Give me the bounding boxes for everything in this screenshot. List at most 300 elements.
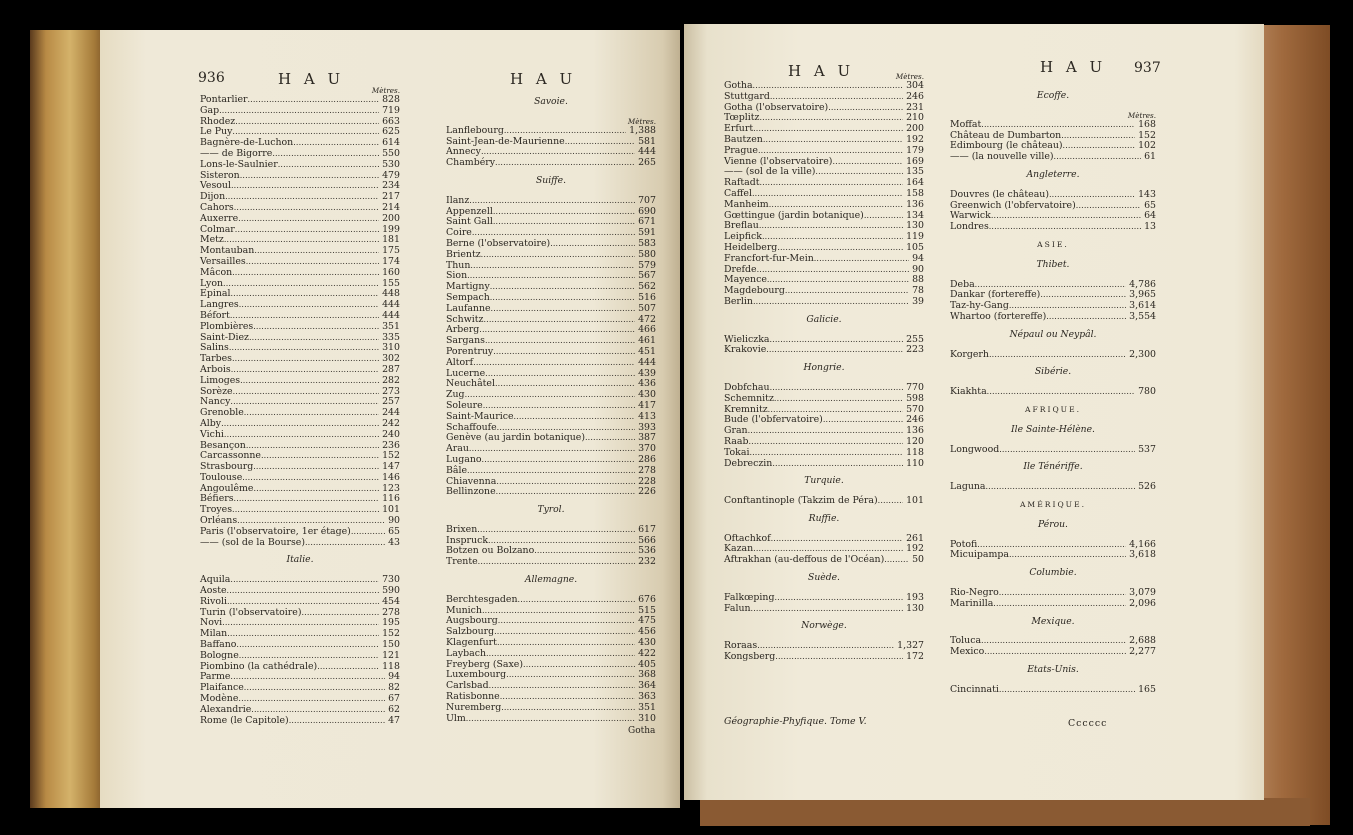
leader-dots: [230, 672, 385, 683]
leader-dots: [234, 203, 379, 214]
leader-dots: [506, 670, 635, 681]
place-name: Bellinzone: [446, 486, 496, 498]
leader-dots: [232, 354, 379, 365]
altitude-value: 50: [912, 554, 924, 566]
leader-dots: [981, 636, 1126, 647]
place-name: Troyes: [200, 504, 233, 516]
place-name: Martigny: [446, 281, 490, 293]
altitude-value: 265: [638, 157, 656, 169]
place-name: Montauban: [200, 245, 255, 257]
leader-dots: [240, 376, 379, 387]
leader-dots: [253, 484, 379, 495]
altitude-value: 116: [382, 493, 400, 505]
table-row: [724, 496, 924, 507]
table-row: [724, 297, 924, 308]
altitude-value: 123: [382, 482, 400, 494]
place-name: Chambéry: [446, 157, 496, 169]
leader-dots: [751, 604, 904, 615]
altitude-value: 246: [906, 90, 924, 102]
table-row: [446, 714, 656, 725]
place-name: Tœplitz: [724, 112, 760, 124]
table-row: [200, 214, 400, 225]
place-name: Dijon: [200, 191, 226, 203]
place-name: Kremnitz: [724, 403, 768, 415]
altitude-value: 387: [638, 432, 656, 444]
place-name: Magdebourg: [724, 285, 785, 297]
altitude-value: 226: [638, 486, 656, 498]
place-name: Sorèze: [200, 385, 233, 397]
altitude-value: 78: [912, 285, 924, 297]
altitude-value: 200: [906, 123, 924, 135]
altitude-value: 770: [906, 381, 924, 393]
running-header-right-col2: H A U: [1040, 58, 1107, 76]
altitude-value: 430: [638, 389, 656, 401]
place-name: Salzbourg: [446, 626, 495, 638]
altitude-value: 242: [382, 417, 400, 429]
leader-dots: [223, 279, 379, 290]
place-name: Besançon: [200, 439, 246, 451]
place-name: Vienne (l'observatoire): [724, 155, 833, 167]
unit-label: Mètres.: [371, 86, 400, 95]
altitude-value: 310: [382, 342, 400, 354]
table-row: [446, 455, 656, 466]
leader-dots: [504, 126, 626, 137]
place-name: Coire: [446, 227, 472, 239]
leader-dots: [230, 397, 379, 408]
altitude-value: 537: [1138, 443, 1156, 455]
place-name: Paris (l'observatoire, 1er étage): [200, 525, 351, 537]
altitude-value: 454: [382, 595, 400, 607]
place-name: Raftadt: [724, 177, 760, 189]
leader-dots: [1009, 550, 1126, 561]
table-row: [200, 586, 400, 597]
place-name: Lugano: [446, 453, 482, 465]
section-heading: Norwège.: [801, 620, 847, 632]
altitude-value: 304: [906, 80, 924, 91]
leader-dots: [490, 282, 635, 293]
place-name: Kazan: [724, 543, 754, 555]
section-heading: Italie.: [286, 554, 314, 566]
table-row: [200, 538, 400, 549]
leader-dots: [490, 293, 635, 304]
altitude-value: 617: [638, 523, 656, 535]
place-name: Berlin: [724, 295, 753, 307]
leader-dots: [231, 181, 379, 192]
place-name: Saint-Diez: [200, 331, 249, 343]
leader-dots: [229, 343, 379, 354]
place-name: Laybach: [446, 647, 486, 659]
altitude-value: 147: [382, 461, 400, 473]
leader-dots: [989, 222, 1141, 233]
table-row: [950, 599, 1156, 610]
place-name: Grenoble: [200, 407, 244, 419]
table-row: [446, 158, 656, 169]
place-name: Versailles: [200, 255, 246, 267]
left-page-column-2: [446, 90, 656, 724]
place-name: Roraas: [724, 640, 758, 652]
altitude-value: 110: [906, 457, 924, 469]
altitude-value: 451: [638, 345, 656, 357]
altitude-value: 146: [382, 471, 400, 483]
leader-dots: [987, 387, 1135, 398]
leader-dots: [1076, 201, 1141, 212]
altitude-value: 439: [638, 367, 656, 379]
place-name: Bautzen: [724, 133, 763, 145]
place-name: Klagenfurt: [446, 637, 497, 649]
altitude-value: 393: [638, 421, 656, 433]
place-name: Aftrakhan (au-deffous de l'Océan): [724, 554, 885, 566]
table-row: [200, 618, 400, 629]
table-row: [200, 300, 400, 311]
leader-dots: [227, 629, 379, 640]
altitude-value: 282: [382, 374, 400, 386]
leader-dots: [224, 430, 379, 441]
place-name: Inspruck: [446, 534, 489, 546]
leader-dots: [514, 412, 636, 423]
place-name: Salins: [200, 342, 229, 354]
leader-dots: [757, 641, 894, 652]
altitude-value: 364: [638, 680, 656, 692]
leader-dots: [814, 254, 909, 265]
place-name: Augsbourg: [446, 615, 498, 627]
place-name: Saint Gall: [446, 216, 493, 228]
place-name: Trente: [446, 556, 478, 568]
leader-dots: [759, 178, 903, 189]
altitude-value: 444: [638, 146, 656, 158]
altitude-value: 335: [382, 331, 400, 343]
place-name: Appenzell: [446, 205, 493, 217]
place-name: Laufanne: [446, 302, 491, 314]
place-name: Heidelberg: [724, 241, 778, 253]
leader-dots: [238, 214, 379, 225]
place-name: Munich: [446, 604, 482, 616]
section-heading: Galicie.: [806, 313, 842, 325]
leader-dots: [774, 394, 903, 405]
place-name: Lons-le-Saulnier: [200, 158, 278, 170]
section-heading: Thibet.: [1036, 258, 1070, 270]
altitude-value: 516: [638, 291, 656, 303]
place-name: Tarbes: [200, 353, 232, 365]
table-row: [950, 120, 1156, 131]
section-heading: Suède.: [808, 572, 840, 584]
altitude-value: 155: [382, 277, 400, 289]
leader-dots: [1063, 141, 1136, 152]
altitude-value: 614: [382, 137, 400, 149]
leader-dots: [351, 527, 385, 538]
altitude-value: 67: [388, 693, 400, 705]
altitude-value: 160: [382, 266, 400, 278]
altitude-value: 121: [382, 649, 400, 661]
leader-dots: [864, 211, 903, 222]
altitude-value: 278: [638, 464, 656, 476]
altitude-value: 2,096: [1129, 597, 1156, 609]
altitude-value: 579: [638, 259, 656, 271]
altitude-value: 94: [912, 252, 924, 264]
table-row: [446, 412, 656, 423]
leader-dots: [1061, 131, 1135, 142]
table-row: [724, 426, 924, 437]
table-row: [200, 376, 400, 387]
altitude-value: 47: [388, 714, 400, 726]
place-name: Stuttgard: [724, 90, 770, 102]
table-row: [446, 196, 656, 207]
leader-dots: [246, 257, 379, 268]
table-row: [724, 146, 924, 157]
place-name: Greenwich (l'obfervatoire): [950, 199, 1076, 211]
altitude-value: 101: [906, 495, 924, 507]
leader-dots: [494, 627, 635, 638]
leader-dots: [769, 200, 903, 211]
section-heading: Suiffe.: [535, 174, 567, 186]
altitude-value: 105: [906, 241, 924, 253]
place-name: Mayence: [724, 274, 767, 286]
page-number-right: 937: [1134, 60, 1161, 76]
leader-dots: [1054, 152, 1142, 163]
table-row: [446, 217, 656, 228]
place-name: Oftachkof: [724, 532, 771, 544]
place-name: Breflau: [724, 220, 759, 232]
place-name: Micuipampa: [950, 549, 1009, 561]
place-name: Raab: [724, 435, 749, 447]
altitude-value: 591: [638, 227, 656, 239]
place-name: Auxerre: [200, 212, 239, 224]
place-name: Parme: [200, 671, 231, 683]
leader-dots: [238, 694, 385, 705]
altitude-value: 88: [912, 274, 924, 286]
place-name: Wieliczka: [724, 333, 770, 345]
place-name: Conftantinople (Takzim de Péra): [724, 495, 878, 507]
table-row: [446, 466, 656, 477]
leader-dots: [1049, 190, 1135, 201]
place-name: Schwitz: [446, 313, 484, 325]
leader-dots: [771, 534, 903, 545]
altitude-value: 150: [382, 639, 400, 651]
place-name: Brixen: [446, 523, 478, 535]
place-name: Saint-Maurice: [446, 410, 514, 422]
place-name: Vichi: [200, 428, 224, 440]
altitude-value: 302: [382, 353, 400, 365]
altitude-value: 102: [1138, 140, 1156, 152]
altitude-value: 2,300: [1129, 348, 1156, 360]
leader-dots: [272, 149, 379, 160]
leader-dots: [254, 246, 379, 257]
place-name: Gran: [724, 425, 748, 437]
leader-dots: [518, 595, 636, 606]
place-name: Krakovie: [724, 344, 767, 356]
place-name: Saint-Jean-de-Maurienne: [446, 135, 565, 147]
altitude-value: 210: [906, 112, 924, 124]
leader-dots: [501, 703, 635, 714]
place-name: —— (sol de la ville): [724, 166, 816, 178]
place-name: Turin (l'observatoire): [200, 606, 302, 618]
leader-dots: [485, 336, 635, 347]
leader-dots: [469, 444, 635, 455]
table-row: [724, 178, 924, 189]
section-heading: Angleterre.: [1026, 168, 1080, 180]
leader-dots: [757, 265, 909, 276]
table-row: [950, 685, 1156, 696]
table-row: [446, 304, 656, 315]
place-name: Bagnère-de-Luchon: [200, 137, 294, 149]
altitude-value: 152: [1138, 129, 1156, 141]
place-name: Le Puy: [200, 126, 233, 138]
book-spine-left-edge: [30, 30, 110, 808]
leader-dots: [498, 616, 635, 627]
altitude-value: 507: [638, 302, 656, 314]
altitude-value: 466: [638, 324, 656, 336]
leader-dots: [748, 426, 903, 437]
place-name: Sion: [446, 270, 468, 282]
altitude-value: 152: [382, 450, 400, 462]
place-name: Porentruy: [446, 345, 494, 357]
table-row: [724, 437, 924, 448]
altitude-value: 255: [906, 333, 924, 345]
place-name: Limoges: [200, 374, 241, 386]
table-row: [724, 200, 924, 211]
leader-dots: [482, 455, 636, 466]
place-name: Drefde: [724, 263, 757, 275]
place-name: Cahors: [200, 201, 234, 213]
leader-dots: [240, 171, 379, 182]
section-heading: Mexique.: [1031, 615, 1075, 627]
leader-dots: [759, 221, 903, 232]
place-name: Aquila: [200, 574, 231, 586]
altitude-value: 134: [906, 209, 924, 221]
leader-dots: [495, 158, 635, 169]
place-name: Laguna: [950, 481, 986, 493]
leader-dots: [249, 333, 379, 344]
leader-dots: [251, 705, 385, 716]
altitude-value: 1,327: [897, 640, 924, 652]
section-heading: Ile Sainte-Hélène.: [1011, 423, 1095, 435]
place-name: Zug: [446, 389, 465, 401]
altitude-value: 278: [382, 606, 400, 618]
table-row: [200, 181, 400, 192]
place-name: Kiakhta: [950, 386, 987, 398]
place-name: Baffano: [200, 639, 237, 651]
place-name: Lanflebourg: [446, 124, 504, 136]
place-name: Lyon: [200, 277, 224, 289]
place-name: Luxembourg: [446, 669, 507, 681]
place-name: Gœttingue (jardin botanique): [724, 209, 864, 221]
place-name: Dankar (fortereffe): [950, 289, 1041, 301]
place-name: Plaifance: [200, 682, 244, 694]
place-name: Nancy: [200, 396, 231, 408]
leader-dots: [483, 315, 635, 326]
altitude-value: 130: [906, 602, 924, 614]
altitude-value: 82: [388, 682, 400, 694]
place-name: Arberg: [446, 324, 480, 336]
leader-dots: [467, 466, 635, 477]
leader-dots: [749, 448, 903, 459]
altitude-value: 828: [382, 94, 400, 105]
leader-dots: [227, 586, 380, 597]
altitude-value: 179: [906, 144, 924, 156]
place-name: Béfort: [200, 309, 230, 321]
leader-dots: [302, 608, 380, 619]
place-name: Longwood: [950, 443, 1000, 455]
place-name: Ratisbonne: [446, 691, 500, 703]
altitude-value: 475: [638, 615, 656, 627]
altitude-value: 136: [906, 425, 924, 437]
table-row: [446, 379, 656, 390]
place-name: Sisteron: [200, 169, 240, 181]
place-name: Lucerne: [446, 367, 486, 379]
leader-dots: [785, 286, 909, 297]
leader-dots: [984, 647, 1126, 658]
leader-dots: [219, 106, 379, 117]
place-name: Colmar: [200, 223, 235, 235]
leader-dots: [317, 662, 379, 673]
place-name: Tokai: [724, 446, 750, 458]
place-name: Freyberg (Saxe): [446, 658, 524, 670]
place-name: —— (la nouvelle ville): [950, 151, 1054, 163]
place-name: Milan: [200, 628, 228, 640]
place-name: Soleure: [446, 399, 483, 411]
altitude-value: 580: [638, 248, 656, 260]
table-row: [200, 106, 400, 117]
altitude-value: 567: [638, 270, 656, 282]
table-row: [950, 387, 1156, 398]
leader-dots: [493, 217, 635, 228]
place-name: Manheim: [724, 198, 769, 210]
altitude-value: 461: [638, 335, 656, 347]
place-name: Metz: [200, 234, 224, 246]
leader-dots: [496, 477, 635, 488]
left-page: [100, 30, 680, 808]
table-row: [446, 557, 656, 568]
table-row: [200, 279, 400, 290]
leader-dots: [981, 120, 1135, 131]
table-row: [200, 387, 400, 398]
place-name: Chiavenna: [446, 475, 497, 487]
leader-dots: [878, 496, 903, 507]
leader-dots: [289, 716, 385, 727]
leader-dots: [305, 538, 385, 549]
altitude-value: 444: [382, 309, 400, 321]
place-name: Mexico: [950, 646, 985, 658]
altitude-value: 90: [912, 263, 924, 275]
altitude-value: 181: [382, 234, 400, 246]
section-heading: Pérou.: [1038, 518, 1068, 530]
leader-dots: [235, 225, 379, 236]
leader-dots: [253, 462, 379, 473]
leader-dots: [550, 239, 635, 250]
leader-dots: [225, 192, 379, 203]
table-row: [950, 647, 1156, 658]
altitude-value: 232: [638, 556, 656, 568]
table-row: [950, 445, 1156, 456]
table-row: [724, 459, 924, 470]
table-row: [724, 593, 924, 604]
altitude-value: 515: [638, 604, 656, 616]
place-name: Toluca: [950, 635, 982, 647]
section-heading: Columbie.: [1029, 567, 1077, 579]
place-name: Alexandrie: [200, 703, 252, 715]
leader-dots: [770, 383, 904, 394]
altitude-value: 130: [906, 220, 924, 232]
leader-dots: [465, 390, 636, 401]
table-row: [446, 347, 656, 358]
leader-dots: [495, 379, 635, 390]
place-name: Béfiers: [200, 493, 234, 505]
place-name: Cincinnati: [950, 683, 999, 695]
leader-dots: [221, 419, 379, 430]
table-row: [724, 415, 924, 426]
leader-dots: [832, 157, 903, 168]
altitude-value: 61: [1144, 151, 1156, 163]
altitude-value: 169: [906, 155, 924, 167]
